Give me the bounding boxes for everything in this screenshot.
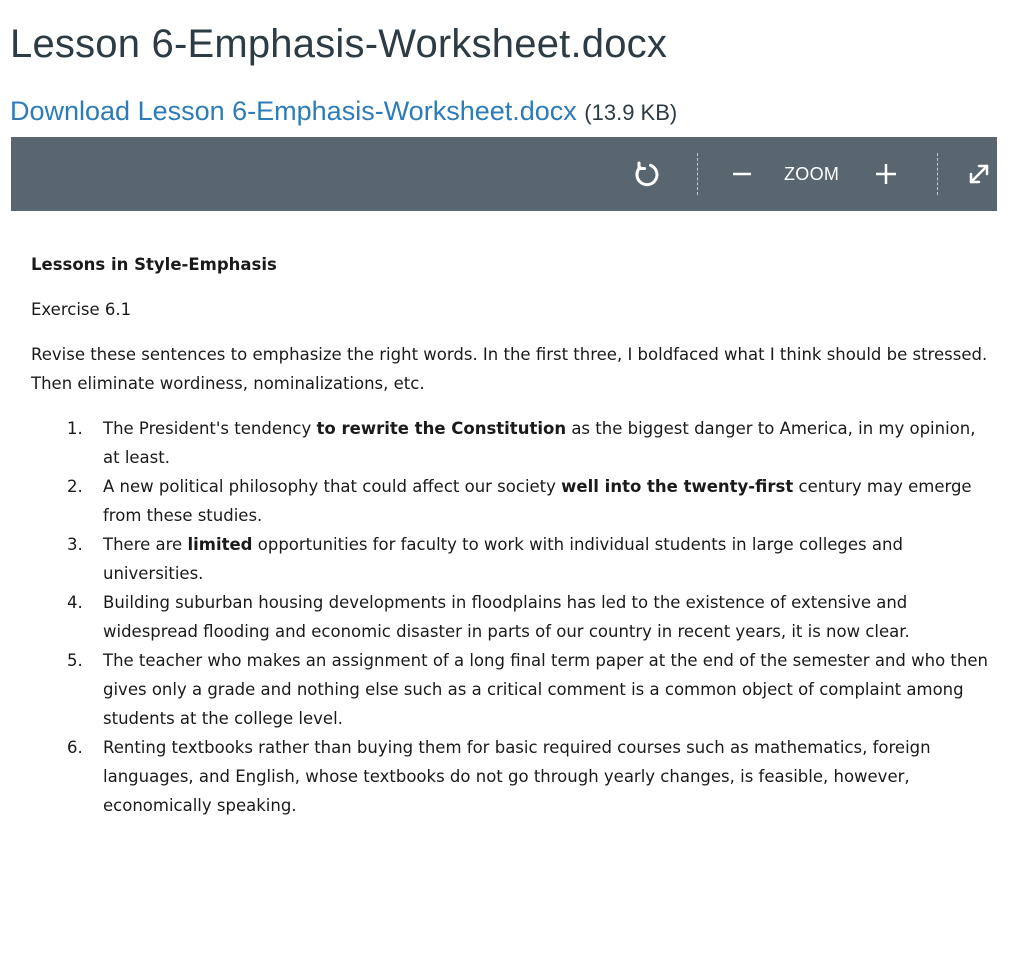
fullscreen-button[interactable] [961,137,997,211]
emphasis-text: to rewrite the Constitution [316,419,567,438]
exercise-label: Exercise 6.1 [31,300,132,319]
rotate-button[interactable] [623,137,669,211]
rotate-icon [631,159,661,189]
emphasis-text: well into the twenty-first [561,477,794,496]
page-title: Lesson 6-Emphasis-Worksheet.docx [10,22,668,66]
preview-toolbar [11,137,997,211]
list-item: 2. A new political philosophy that could affect our society well into the twenty-first century may emerge from these studies. [31,472,991,530]
item-number: 6. [67,738,83,757]
file-size: (13.9 KB) [584,100,678,125]
list-item: 5. The teacher who makes an assignment of a long final term paper at the end of the semester and who then gives only a grade and nothing else such as a critical comment is a common object of complaint among students at the college level. [31,646,991,733]
document-preview [31,250,991,820]
list-item: 4. Building suburban housing developments in floodplains has led to the existence of extensive and widespread flooding and economic disaster in parts of our country in recent years, it is now clear. [31,588,991,646]
download-link[interactable]: Download Lesson 6-Emphasis-Worksheet.docx [10,96,577,126]
item-number: 4. [67,593,83,612]
plus-icon [874,162,898,186]
list-item: 6. Renting textbooks rather than buying them for basic required courses such as mathematics, foreign languages, and English, whose textbooks do not go through yearly changes, is feasible, however, economically speaking. [31,733,991,820]
toolbar-divider [937,153,938,195]
zoom-label: ZOOM [784,164,840,184]
item-number: 3. [67,535,83,554]
document-heading: Lessons in Style-Emphasis [31,255,277,274]
instructions-text: Revise these sentences to emphasize the right words. In the first three, I boldfaced what I think should be stressed. Then eliminate wordiness, nominalizations, etc. [31,345,988,393]
download-line [10,96,677,127]
zoom-in-button[interactable] [871,137,901,211]
emphasis-text: limited [187,535,253,554]
exercise-list [31,414,991,820]
item-number: 1. [67,419,83,438]
minus-icon [731,163,753,185]
item-number: 2. [67,477,83,496]
list-item: 3. There are limited opportunities for faculty to work with individual students in large colleges and universities. [31,530,991,588]
list-item: 1. The President's tendency to rewrite the Constitution as the biggest danger to America, in my opinion, at least. [31,414,991,472]
expand-icon [964,159,994,189]
toolbar-divider [697,153,698,195]
zoom-out-button[interactable] [727,137,757,211]
item-number: 5. [67,651,83,670]
